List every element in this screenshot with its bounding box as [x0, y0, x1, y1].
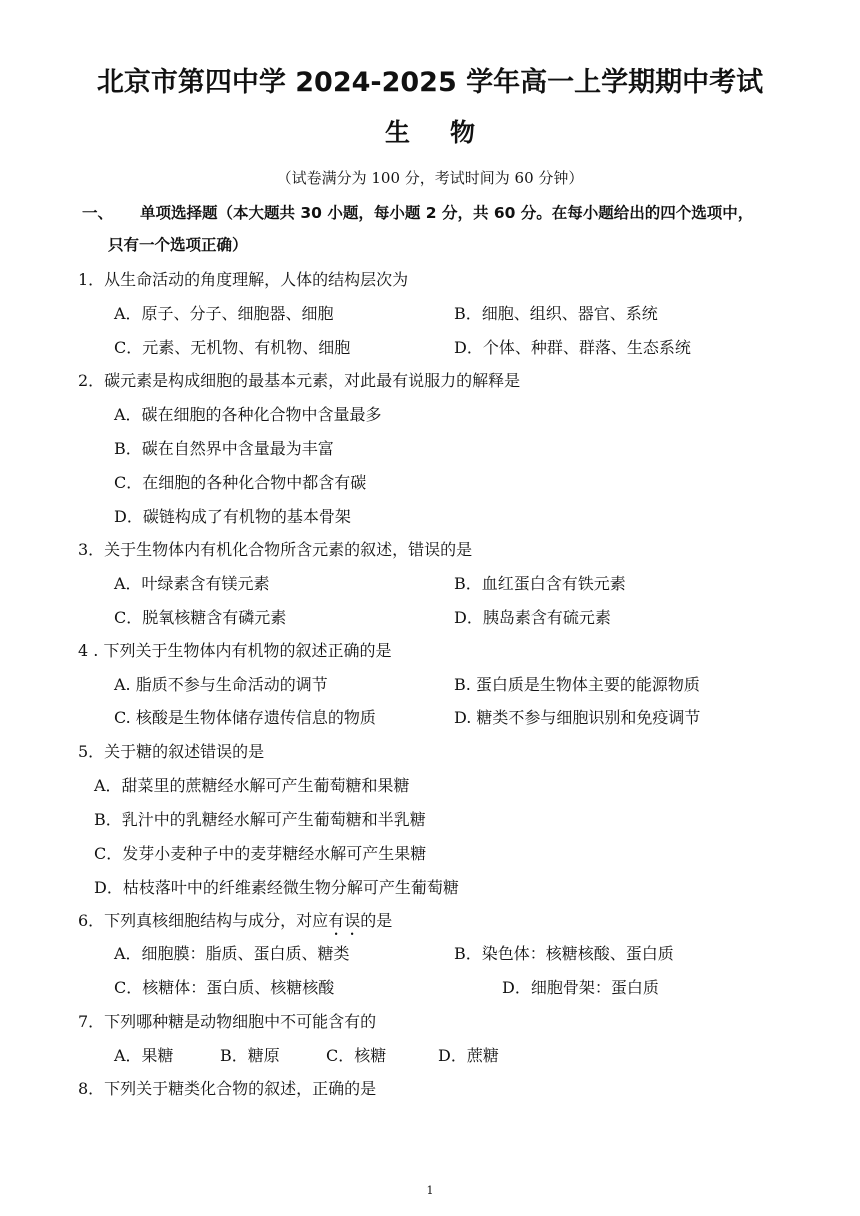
question-3-option-a: A．叶绿素含有镁元素 — [114, 574, 270, 593]
exam-note: （试卷满分为 100 分，考试时间为 60 分钟） — [276, 169, 584, 187]
question-5-option-a: A．甜菜里的蔗糖经水解可产生葡萄糖和果糖 — [94, 776, 410, 795]
section-instructions: 单项选择题（本大题共 30 小题，每小题 2 分，共 60 分。在每小题给出的四个选项中， — [140, 204, 754, 222]
section-instructions-cont: 只有一个选项正确） — [108, 236, 248, 254]
question-6-option-c: C．核糖体：蛋白质、核糖核酸 — [114, 978, 335, 997]
page-number: 1 — [426, 1184, 434, 1197]
question-5-option-c: C．发芽小麦种子中的麦芽糖经水解可产生果糖 — [94, 844, 427, 863]
question-3-stem: 3．关于生物体内有机化合物所含元素的叙述，错误的是 — [78, 540, 473, 559]
question-4-option-b: B. 蛋白质是生物体主要的能源物质 — [454, 675, 700, 694]
question-7-option-a: A．果糖 — [114, 1046, 174, 1065]
question-2-stem: 2．碳元素是构成细胞的最基本元素，对此最有说服力的解释是 — [78, 371, 521, 390]
question-4-option-c: C. 核酸是生物体储存遗传信息的物质 — [114, 708, 376, 727]
question-1-option-d: D．个体、种群、群落、生态系统 — [454, 338, 691, 357]
section-label: 一、 — [82, 204, 114, 222]
question-6-option-b: B．染色体：核糖核酸、蛋白质 — [454, 944, 674, 963]
question-6-stem-pre: 6．下列真核细胞结构与成分，对应 — [78, 911, 329, 930]
question-6-stem-emphasis: 有误 — [328, 911, 361, 930]
question-8-stem: 8．下列关于糖类化合物的叙述，正确的是 — [78, 1079, 377, 1098]
question-7-stem: 7．下列哪种糖是动物细胞中不可能含有的 — [78, 1012, 377, 1031]
question-2-option-b: B．碳在自然界中含量最为丰富 — [114, 439, 334, 458]
question-7-option-c: C．核糖 — [326, 1046, 387, 1065]
question-1-option-c: C．元素、无机物、有机物、细胞 — [114, 338, 351, 357]
question-6-option-d: D．细胞骨架：蛋白质 — [502, 978, 659, 997]
question-5-stem: 5．关于糖的叙述错误的是 — [78, 742, 265, 761]
question-6-option-a: A．细胞膜：脂质、蛋白质、糖类 — [114, 944, 350, 963]
question-4-option-d: D. 糖类不参与细胞识别和免疫调节 — [454, 708, 701, 727]
question-7-option-d: D．蔗糖 — [438, 1046, 499, 1065]
question-3-option-b: B．血红蛋白含有铁元素 — [454, 574, 626, 593]
question-6-stem-post: 的是 — [360, 911, 393, 930]
question-1-option-a: A．原子、分子、细胞器、细胞 — [114, 304, 334, 323]
question-3-option-d: D．胰岛素含有硫元素 — [454, 608, 611, 627]
exam-title: 北京市第四中学 2024-2025 学年高一上学期期中考试 — [96, 67, 764, 98]
question-7-option-b: B．糖原 — [220, 1046, 280, 1065]
question-3-option-c: C．脱氧核糖含有磷元素 — [114, 608, 287, 627]
question-2-option-a: A．碳在细胞的各种化合物中含量最多 — [114, 405, 382, 424]
question-6-stem — [78, 910, 392, 939]
question-5-option-d: D．枯枝落叶中的纤维素经微生物分解可产生葡萄糖 — [94, 878, 459, 897]
question-1-option-b: B．细胞、组织、器官、系统 — [454, 304, 658, 323]
question-5-option-b: B．乳汁中的乳糖经水解可产生葡萄糖和半乳糖 — [94, 810, 426, 829]
question-1-stem: 1．从生命活动的角度理解，人体的结构层次为 — [78, 270, 409, 289]
question-2-option-d: D．碳链构成了有机物的基本骨架 — [114, 507, 351, 526]
question-2-option-c: C．在细胞的各种化合物中都含有碳 — [114, 473, 367, 492]
subject-title: 生物 — [384, 118, 515, 147]
question-4-stem: 4 . 下列关于生物体内有机物的叙述正确的是 — [78, 641, 392, 660]
question-4-option-a: A. 脂质不参与生命活动的调节 — [114, 675, 328, 694]
